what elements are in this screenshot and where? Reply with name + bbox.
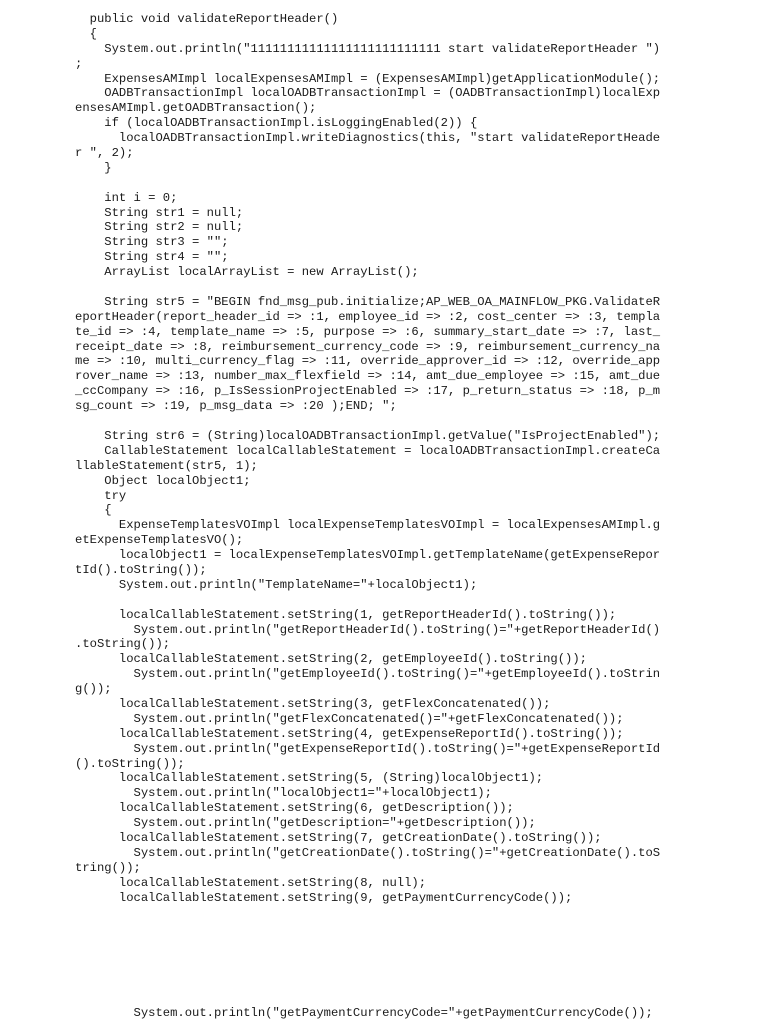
code-line: te_id => :4, template_name => :5, purpose => :6, summary_start_date => :7, last_ — [75, 324, 661, 339]
code-line: localOADBTransactionImpl.writeDiagnostics(this, "start validateReportHeade — [75, 131, 661, 146]
code-line: me => :10, multi_currency_flag => :11, override_approver_id => :12, override_app — [75, 354, 661, 369]
code-line: String str1 = null; — [75, 205, 244, 220]
code-line: System.out.println("getFlexConcatenated()="+getFlexConcatenated()); — [75, 711, 624, 726]
code-line: .toString()); — [75, 637, 171, 652]
code-line: System.out.println("getReportHeaderId().toString()="+getReportHeaderId() — [75, 622, 661, 637]
code-line: Object localObject1; — [75, 473, 251, 488]
code-line: localCallableStatement.setString(8, null); — [75, 875, 427, 890]
code-line: String str3 = ""; — [75, 235, 229, 250]
code-line: int i = 0; — [75, 190, 178, 205]
code-line: String str2 = null; — [75, 220, 244, 235]
code-line: OADBTransactionImpl localOADBTransactionImpl = (OADBTransactionImpl)localExp — [75, 86, 661, 101]
code-line: System.out.println("11111111111111111111111111 start validateReportHeader ") — [75, 41, 661, 56]
code-line: r ", 2); — [75, 146, 134, 161]
code-line: System.out.println("TemplateName="+localObject1); — [75, 577, 478, 592]
code-line: localCallableStatement.setString(9, getPaymentCurrencyCode()); — [75, 890, 573, 905]
code-line: localCallableStatement.setString(7, getCreationDate().toString()); — [75, 830, 602, 845]
code-line: ().toString()); — [75, 756, 185, 771]
code-line: } — [75, 160, 112, 175]
code-line: rover_name => :13, number_max_flexfield => :14, amt_due_employee => :15, amt_due — [75, 369, 661, 384]
code-line: String str5 = "BEGIN fnd_msg_pub.initialize;AP_WEB_OA_MAINFLOW_PKG.ValidateR — [75, 294, 661, 309]
code-line: eportHeader(report_header_id => :1, employee_id => :2, cost_center => :3, templa — [75, 309, 661, 324]
code-line: System.out.println("getEmployeeId().toString()="+getEmployeeId().toStrin — [75, 667, 661, 682]
code-line: String str6 = (String)localOADBTransactionImpl.getValue("IsProjectEnabled"); — [75, 428, 661, 443]
code-line: ensesAMImpl.getOADBTransaction(); — [75, 101, 317, 116]
code-line: localObject1 = localExpenseTemplatesVOImpl.getTemplateName(getExpenseRepor — [75, 548, 661, 563]
code-line: g()); — [75, 682, 112, 697]
code-line: tring()); — [75, 860, 141, 875]
code-line: localCallableStatement.setString(4, getExpenseReportId().toString()); — [75, 726, 624, 741]
code-line: System.out.println("getExpenseReportId().toString()="+getExpenseReportId — [75, 741, 661, 756]
code-line: receipt_date => :8, reimbursement_currency_code => :9, reimbursement_currency_na — [75, 339, 661, 354]
code-line: { — [75, 503, 112, 518]
code-line: ExpensesAMImpl localExpensesAMImpl = (ExpensesAMImpl)getApplicationModule(); — [75, 71, 661, 86]
code-line: try — [75, 488, 127, 503]
code-line: ; — [75, 56, 83, 71]
code-line-tail: System.out.println("getPaymentCurrencyCode="+getPaymentCurrencyCode()); — [75, 1006, 653, 1020]
code-listing — [75, 12, 675, 905]
code-line: localCallableStatement.setString(6, getDescription()); — [75, 801, 514, 816]
code-line — [75, 414, 675, 429]
code-line: localCallableStatement.setString(3, getFlexConcatenated()); — [75, 696, 551, 711]
code-line: localCallableStatement.setString(5, (String)localObject1); — [75, 771, 544, 786]
code-line — [75, 593, 675, 608]
code-line: String str4 = ""; — [75, 250, 229, 265]
code-line: if (localOADBTransactionImpl.isLoggingEnabled(2)) { — [75, 116, 478, 131]
code-line: System.out.println("getDescription="+getDescription()); — [75, 816, 536, 831]
code-line: _ccCompany => :16, p_IsSessionProjectEnabled => :17, p_return_status => :18, p_m — [75, 384, 661, 399]
code-line: ExpenseTemplatesVOImpl localExpenseTemplatesVOImpl = localExpensesAMImpl.g — [75, 518, 661, 533]
code-line: tId().toString()); — [75, 562, 207, 577]
code-line: public void validateReportHeader() — [75, 12, 339, 26]
code-line: System.out.println("getCreationDate().toString()="+getCreationDate().toS — [75, 845, 661, 860]
code-line: llableStatement(str5, 1); — [75, 458, 258, 473]
code-line: etExpenseTemplatesVO(); — [75, 533, 244, 548]
code-line: localCallableStatement.setString(2, getEmployeeId().toString()); — [75, 652, 587, 667]
code-line: ArrayList localArrayList = new ArrayList(); — [75, 265, 419, 280]
code-line: CallableStatement localCallableStatement = localOADBTransactionImpl.createCa — [75, 443, 661, 458]
code-line: sg_count => :19, p_msg_data => :20 );END; "; — [75, 399, 397, 414]
code-line: localCallableStatement.setString(1, getReportHeaderId().toString()); — [75, 607, 617, 622]
code-line — [75, 176, 675, 191]
code-line — [75, 280, 675, 295]
code-line: { — [75, 26, 97, 41]
code-line: System.out.println("localObject1="+localObject1); — [75, 786, 492, 801]
